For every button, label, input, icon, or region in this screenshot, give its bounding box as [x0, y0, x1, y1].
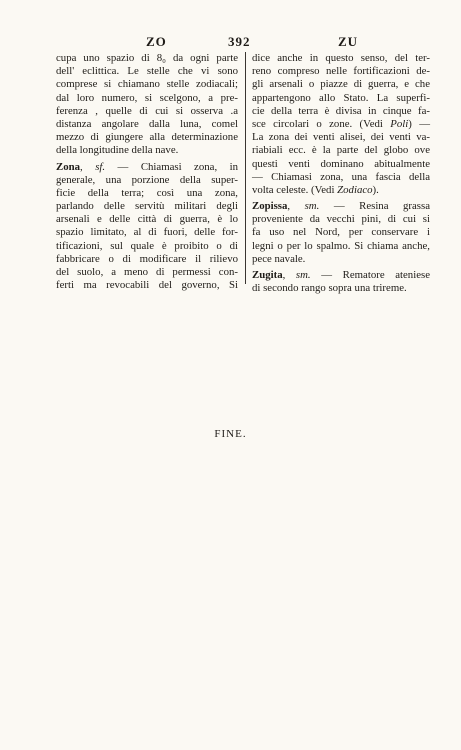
- text-line: ferti ma revocabili del governo, Si: [56, 279, 238, 292]
- header-left-guide-word: ZO: [146, 34, 167, 49]
- entry-headword: Zopissa: [252, 200, 288, 213]
- end-mark: FINE.: [214, 428, 247, 440]
- text-line: appartengono allo Stato. La superfi-: [252, 91, 430, 104]
- text-line: dice anche in questo senso, del ter-: [252, 52, 430, 64]
- text-line: distanza angolare dalla luna, comel: [56, 117, 238, 130]
- right-column: [252, 52, 430, 295]
- text-line: questi venti dominano abitualmente: [252, 157, 430, 170]
- text-line: generale, una porzione della super-: [56, 173, 238, 186]
- text-line: parlando delle servitù militari degli: [56, 200, 238, 213]
- text-line: ficie della terra; così una zona,: [56, 186, 238, 199]
- intro-paragraph: [56, 52, 238, 158]
- entry-pos: sm.: [295, 269, 311, 281]
- entry-headword: Zugita: [252, 269, 283, 281]
- text-line: pece navale.: [252, 252, 306, 265]
- text-fragment: — Rematore ateniese: [310, 269, 430, 281]
- page-header: [54, 34, 406, 52]
- text-line: gli arsenali o piazze di guerra, e che: [252, 78, 430, 91]
- text-fragment: ) —: [408, 117, 430, 130]
- text-line: reno compreso nelle fortificazioni de-: [252, 65, 430, 78]
- column-divider: [245, 52, 246, 284]
- text-line: cupa uno spazio di 8₀ da ogni parte: [56, 52, 238, 64]
- text-line: — Chiamasi zona, una fascia della: [252, 170, 430, 183]
- text-line: dal loro numero, si scelgono, a pre-: [56, 91, 238, 104]
- zona-continued: [252, 52, 430, 197]
- text-line: dell' eclittica. Le stelle che vi sono: [56, 65, 238, 78]
- text-fragment: sce circolari o zone. (Vedi: [252, 117, 391, 130]
- text-fragment: — Chiamasi zona, in: [105, 160, 238, 173]
- text-line: comprese si chiamano stelle zodiacali;: [56, 78, 238, 91]
- text-line: del suolo, a meno di permessi con-: [56, 266, 238, 278]
- entry-pos: sm.: [304, 200, 320, 213]
- text-line: della longitudine della nave.: [56, 144, 179, 157]
- text-line: tificazioni, sul quale è proibito o di: [56, 239, 238, 252]
- text-line: spazio limitato, al di fuori, delle for-: [56, 226, 238, 239]
- text-line: fa uso nel Nord, per conservare i: [252, 226, 430, 239]
- entry-zopissa: Zopissa, sm. — Resina grassa proveniente da vecchi pini, di cui si fa uso nel Nord, per conservare i legni o per lo spalmo. Si chiama anche, pece navale.: [252, 200, 430, 265]
- cross-reference: Zodiaco: [337, 183, 373, 196]
- entry-zugita: Zugita, sm. — Rematore ateniese di secondo rango sopra una trireme.: [252, 269, 430, 295]
- text-fragment: — Resina grassa: [319, 200, 430, 213]
- entry-pos: sf.: [95, 160, 106, 173]
- text-fragment: ).: [372, 183, 379, 196]
- text-line: di secondo rango sopra una trireme.: [252, 282, 407, 295]
- page-number: 392: [228, 34, 251, 49]
- text-line: legni o per lo spalmo. Si chiama anche,: [252, 239, 430, 252]
- entry-headword: Zona: [56, 160, 81, 173]
- text-line: cie della terra è divisa in cinque fa-: [252, 104, 430, 117]
- text-line: proveniente da vecchi pini, di cui si: [252, 213, 430, 226]
- text-line: riabiali ecc. è la parte del globo ove: [252, 144, 430, 157]
- text-line: arsenali e delle città di guerra, è lo: [56, 213, 238, 226]
- entry-zona: Zona, sf. — Chiamasi zona, in generale, una porzione della super- ficie della terra; così una zona, parlando delle servitù militari degli arsenali e delle città di guerra, è lo spazio limitato, al di fuori, delle for- tificazioni, sul quale è proibito o di fabbricare o di modificare il rilievo del suolo, a meno di permessi con- ferti ma revocabili del governo, Si: [56, 160, 238, 292]
- text-line: fabbricare o di modificare il rilievo: [56, 252, 238, 265]
- header-right-guide-word: ZU: [338, 34, 359, 49]
- text-line: ferenza , quelle di cui si osserva .a: [56, 104, 238, 117]
- cross-reference: Poli: [390, 117, 409, 130]
- text-line: mezzo di giungere alla determinazione: [56, 131, 238, 144]
- text-line: La zona dei venti alisei, dei venti va-: [252, 131, 430, 144]
- text-fragment: volta celeste. (Vedi: [252, 183, 338, 196]
- left-column: [56, 52, 238, 292]
